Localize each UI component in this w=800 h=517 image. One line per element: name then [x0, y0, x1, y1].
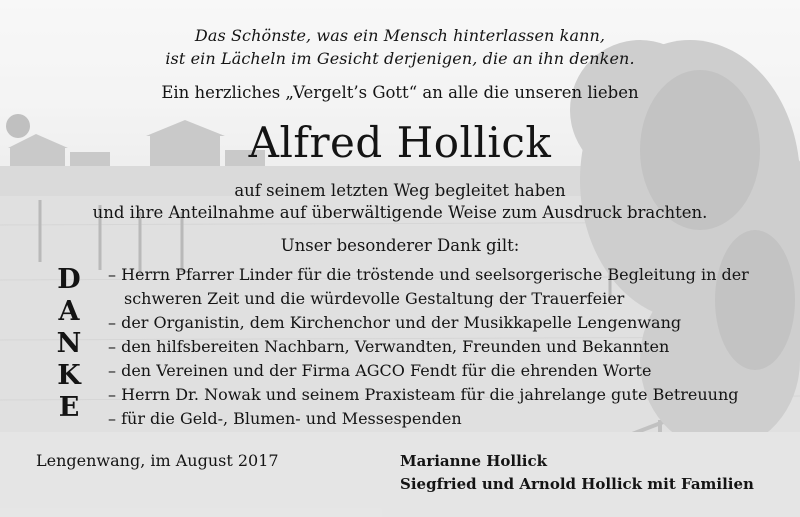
thanks-list-item: – für die Geld-, Blumen- und Messespenden — [108, 409, 462, 428]
danke-letter: D — [57, 264, 81, 295]
quote-line-2: ist ein Lächeln im Gesicht derjenigen, die an ihn denken. — [165, 49, 635, 68]
thanks-list — [108, 263, 788, 431]
danke-letter: A — [58, 296, 80, 327]
danke-letter: K — [57, 360, 81, 391]
thanks-list-item: – den hilfsbereiten Nachbarn, Verwandten, Freunden und Bekannten — [108, 337, 670, 356]
thanks-list-item: – den Vereinen und der Firma AGCO Fendt für die ehrenden Worte — [108, 361, 652, 380]
place-and-date: Lengenwang, im August 2017 — [36, 451, 279, 470]
thanks-list-item: – der Organistin, dem Kirchenchor und der Musikkapelle Lengenwang — [108, 313, 682, 332]
thanks-intro: Ein herzliches „Vergelt’s Gott“ an alle die unseren lieben — [161, 83, 639, 102]
signatory-line: Siegfried und Arnold Hollick mit Familien — [400, 475, 754, 493]
thanks-list-item: – Herrn Dr. Nowak und seinem Praxisteam für die jahrelange gute Betreuung — [108, 385, 739, 404]
danke-vertical-word — [54, 264, 84, 424]
continuation-line-2: und ihre Anteilnahme auf überwältigende Weise zum Ausdruck brachten. — [92, 203, 708, 222]
special-thanks-heading: Unser besonderer Dank gilt: — [280, 236, 520, 255]
signatory-line: Marianne Hollick — [400, 452, 548, 470]
danke-letter: E — [58, 392, 80, 423]
deceased-name: Alfred Hollick — [248, 118, 552, 167]
quote-line-1: Das Schönste, was ein Mensch hinterlassen kann, — [194, 26, 606, 45]
danke-letter: N — [56, 328, 82, 359]
continuation-line-1: auf seinem letzten Weg begleitet haben — [234, 181, 566, 200]
signatories — [400, 450, 754, 496]
thanks-list-item: – Herrn Pfarrer Linder für die tröstende und seelsorgerische Begleitung in der schweren Zeit und die würdevolle Gestaltung der Trauerfeier — [108, 265, 749, 308]
